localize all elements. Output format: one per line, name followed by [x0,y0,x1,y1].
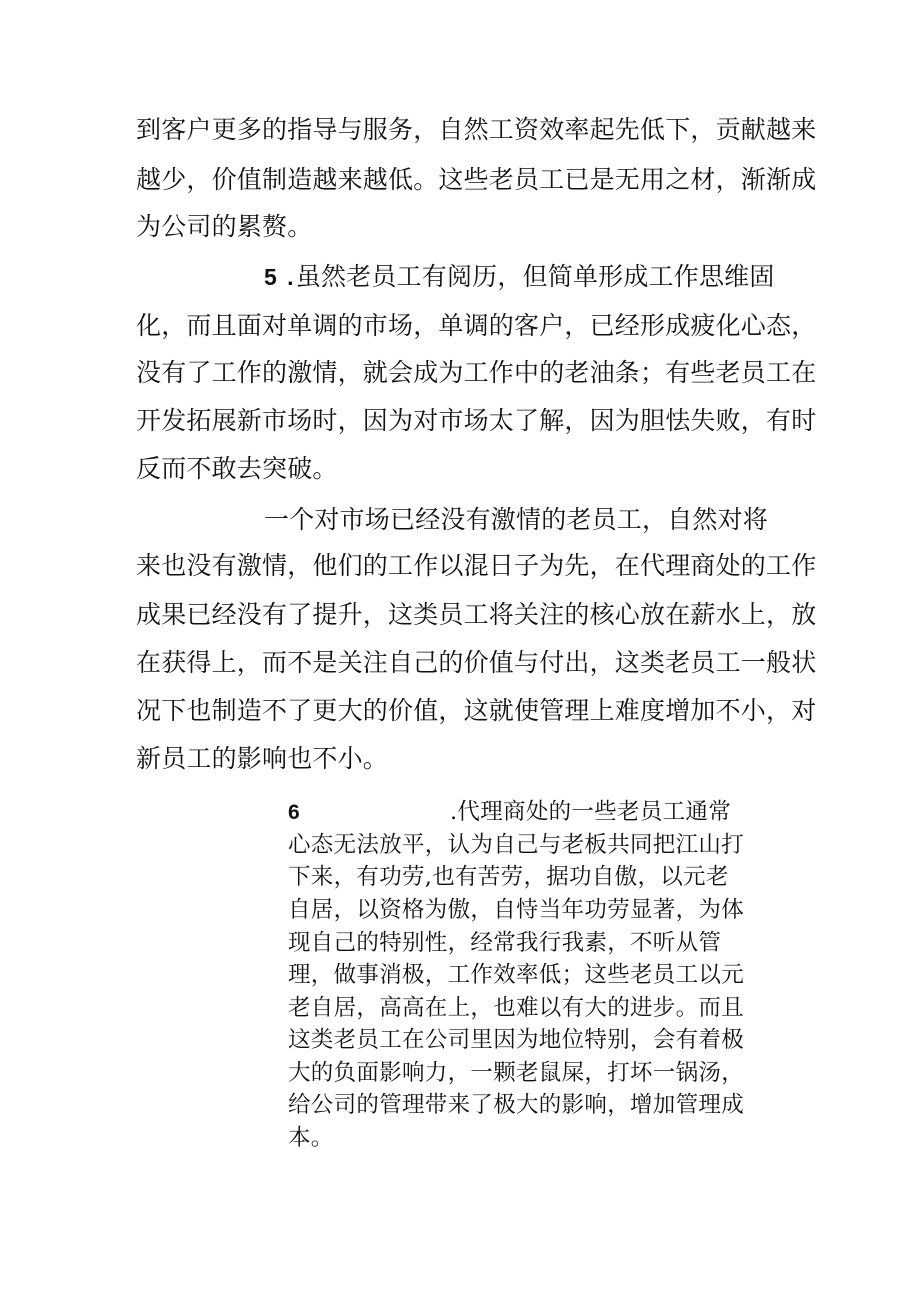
text-line: 来也没有激情，他们的工作以混日子为先，在代理商处的工作 [136,551,817,580]
text-line: 自居，以资格为傲，自恃当年功劳显著，为体 [288,897,745,923]
text-line: 化，而且面对单调的市场，单调的客户，已经形成疲化心态， [136,311,817,340]
text-line: 在获得上，而不是关注自己的价值与付出，这类老员工一般状 [136,648,817,677]
section-6-first-line: .代理商处的一些老员工通常 [449,799,732,825]
text-line: 老自居，高高在上，也难以有大的进步。而且 [288,995,745,1021]
section-5-number: 5 [264,264,277,290]
text-line: 新员工的影响也不小。 [136,744,389,773]
text-line: 没有了工作的激情，就会成为工作中的老油条；有些老员工在 [136,358,817,387]
text-line: 况下也制造不了更大的价值，这就使管理上难度增加不小，对 [136,696,817,725]
text-line: 大的负面影响力，一颗老鼠屎，打坏一锅汤， [288,1060,745,1086]
text-line: 给公司的管理带来了极大的影响，增加管理成 [288,1092,745,1118]
text-line: 现自己的特别性，经常我行我素，不听从管 [288,930,722,956]
section-5-dot: . [287,264,294,290]
section-5-heading-line [264,262,775,292]
text-line: 为公司的累赘。 [136,212,313,241]
paragraph-first-line: 一个对市场已经没有激情的老员工，自然对将 [264,505,769,534]
text-line: 下来，有功劳,也有苦劳，据功自傲，以元老 [288,864,729,890]
text-line: 这类老员工在公司里因为地位特别，会有着极 [288,1027,745,1053]
section-6-heading-line [288,798,731,827]
section-5-first-line: 虽然老员工有阅历，但简单形成工作思维固 [295,262,775,291]
section-6-number: 6 [288,801,300,824]
text-line: 成果已经没有了提升，这类员工将关注的核心放在薪水上，放 [136,600,817,629]
text-line: 越少，价值制造越来越低。这些老员工已是无用之材，渐渐成 [136,165,817,194]
text-line: 开发拓展新市场时，因为对市场太了解，因为胆怯失败，有时 [136,406,817,435]
text-line: 心态无法放平，认为自己与老板共同把江山打 [288,832,745,858]
text-line: 本。 [288,1125,334,1151]
text-line: 反而不敢去突破。 [136,454,338,483]
text-line: 理，做事消极，工作效率低；这些老员工以元 [288,962,745,988]
text-line: 到客户更多的指导与服务，自然工资效率起先低下，贡献越来 [136,115,817,144]
